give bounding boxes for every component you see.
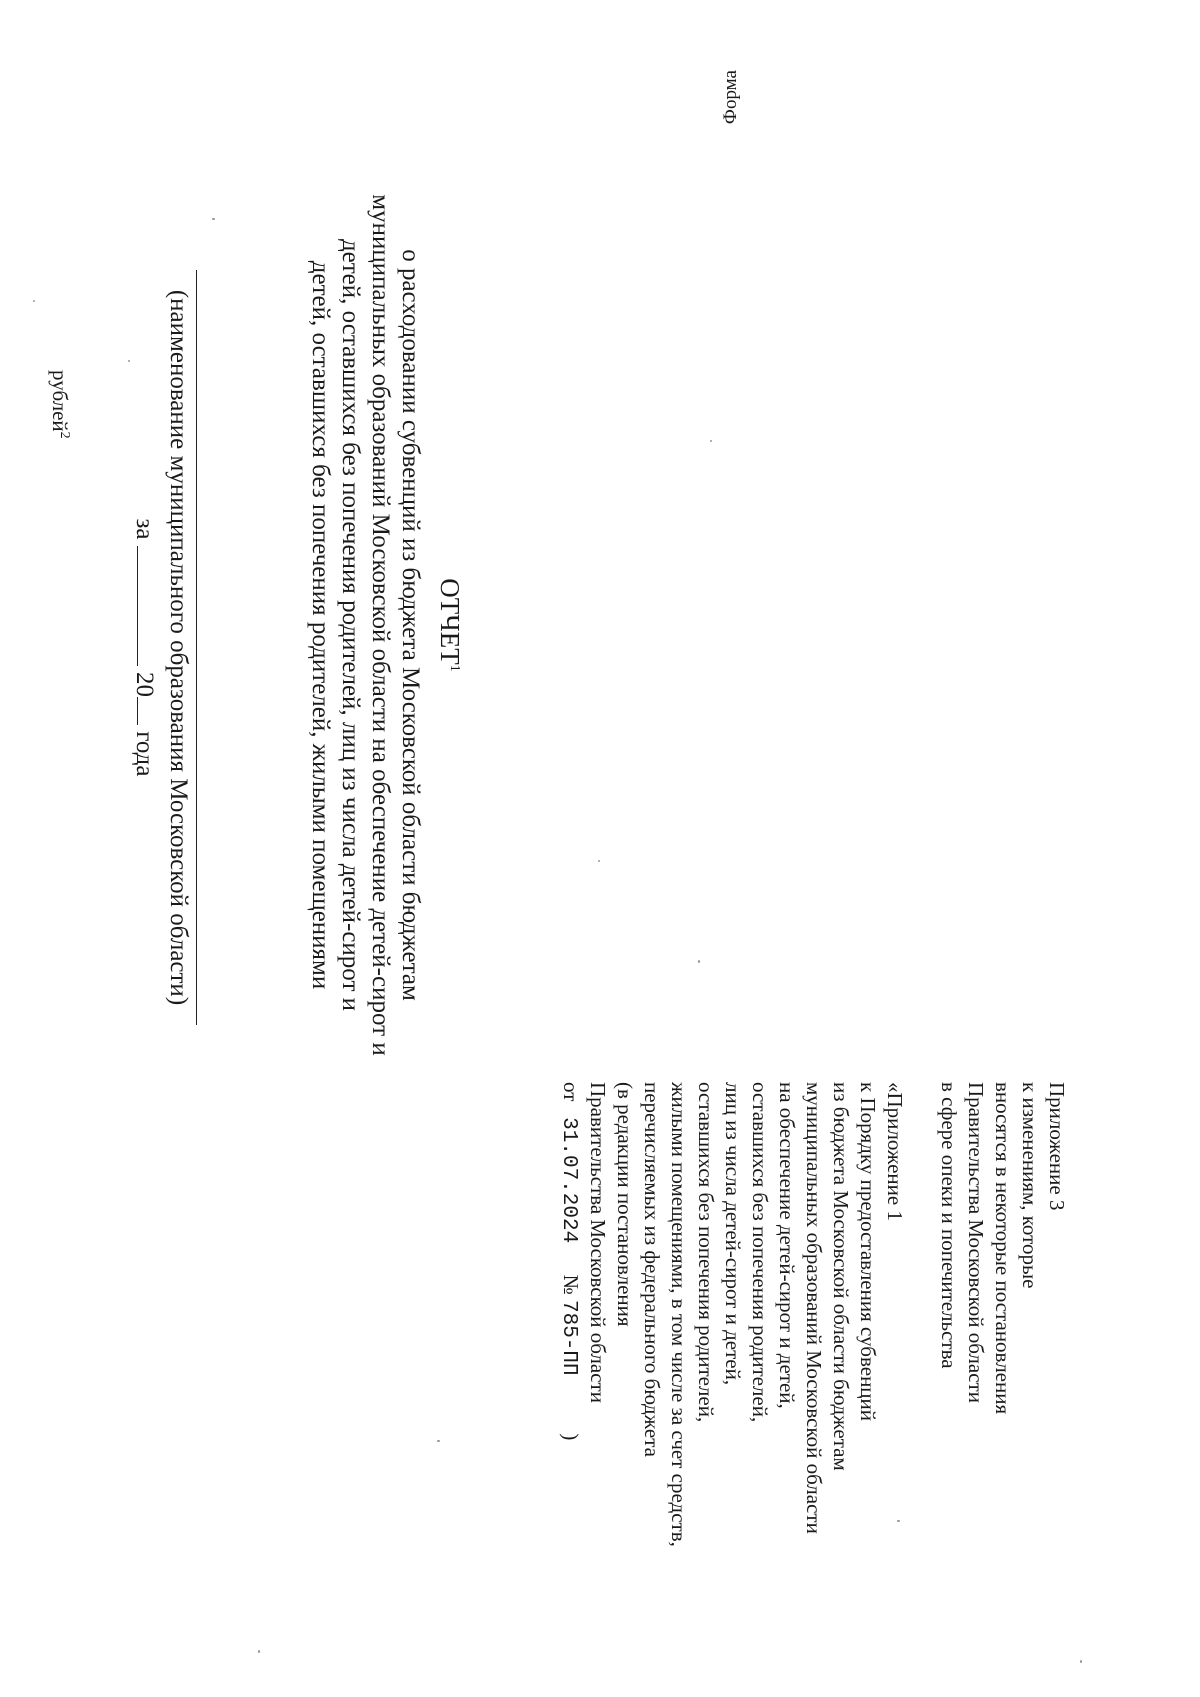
scan-speck <box>437 1440 440 1442</box>
appendix-1-line: оставшихся без попечения родителей, <box>748 1082 772 1423</box>
number-prefix: № <box>559 1274 583 1295</box>
appendix-1-line: из бюджета Московской области бюджетам <box>829 1082 853 1471</box>
resolution-date: 31.07.2024 <box>557 1117 580 1244</box>
appendix-1-line: Правительства Московской области <box>586 1082 610 1403</box>
closing-paren: ) <box>559 1433 583 1441</box>
report-title <box>434 0 465 1250</box>
period-suffix: года <box>131 731 158 777</box>
report-subject-line: детей, оставшихся без попечения родителей, лиц из числа детей-сирот и <box>337 238 364 1012</box>
date-prefix: от <box>559 1082 583 1102</box>
appendix-1-line: лиц из числа детей-сирот и детей, <box>721 1082 745 1386</box>
appendix-3-line: Приложение 3 <box>1045 1082 1069 1211</box>
scan-speck <box>258 1650 260 1653</box>
report-subject-line: детей, оставшихся без попечения родителей, жилыми помещениями <box>307 260 334 990</box>
footnote-marker: 2 <box>57 431 72 439</box>
scan-speck <box>897 1520 900 1522</box>
appendix-1-line: «Приложение 1 <box>883 1082 907 1221</box>
appendix-3-header <box>935 1082 1070 1414</box>
appendix-1-header <box>555 1082 908 1547</box>
scan-speck <box>212 218 215 220</box>
year-blank <box>137 697 160 725</box>
report-subject <box>305 0 425 1250</box>
scan-speck <box>598 860 600 862</box>
scan-speck <box>1080 1660 1082 1663</box>
form-label: Форма <box>720 70 741 125</box>
scan-speck <box>710 440 712 442</box>
report-subject-line: муниципальных образований Московской области на обеспечение детей-сирот и <box>367 194 394 1056</box>
appendix-1-line: (в редакции постановления <box>613 1082 637 1327</box>
appendix-1-line: жилыми помещениями, в том числе за счет средств, <box>667 1082 691 1547</box>
appendix-1-line: муниципальных образований Московской области <box>802 1082 826 1534</box>
appendix-3-line: в сфере опеки и попечительства <box>937 1082 961 1369</box>
resolution-date-line <box>555 1082 584 1547</box>
period-year-prefix: 20 <box>131 672 158 697</box>
resolution-number: 785-ПП <box>557 1299 580 1376</box>
currency-unit-text: рублей <box>48 370 72 432</box>
appendix-1-line: к Порядку предоставления субвенций <box>856 1082 880 1422</box>
report-title-text: ОТЧЕТ <box>435 578 465 665</box>
footnote-marker: 1 <box>447 664 462 672</box>
org-name-caption: (наименование муниципального образования Московской области) <box>165 289 192 1006</box>
period-blank <box>137 546 160 666</box>
appendix-1-line: на обеспечение детей-сирот и детей, <box>775 1082 799 1409</box>
appendix-3-line: к изменениям, которые <box>1018 1082 1042 1289</box>
reporting-period <box>130 270 160 1025</box>
period-prefix: за <box>131 518 158 540</box>
appendix-3-line: вносятся в некоторые постановления <box>991 1082 1015 1415</box>
currency-unit <box>47 370 72 439</box>
appendix-1-line: оставшихся без попечения родителей, <box>694 1082 718 1423</box>
scan-speck <box>698 960 700 963</box>
report-subject-line: о расходовании субвенций из бюджета Московской области бюджетам <box>397 249 424 1001</box>
scan-speck <box>33 300 35 302</box>
appendix-1-line: перечисляемых из федерального бюджета <box>640 1082 664 1457</box>
scan-speck <box>128 360 130 362</box>
org-name-fill-line <box>196 270 197 1025</box>
appendix-3-line: Правительства Московской области <box>964 1082 988 1403</box>
